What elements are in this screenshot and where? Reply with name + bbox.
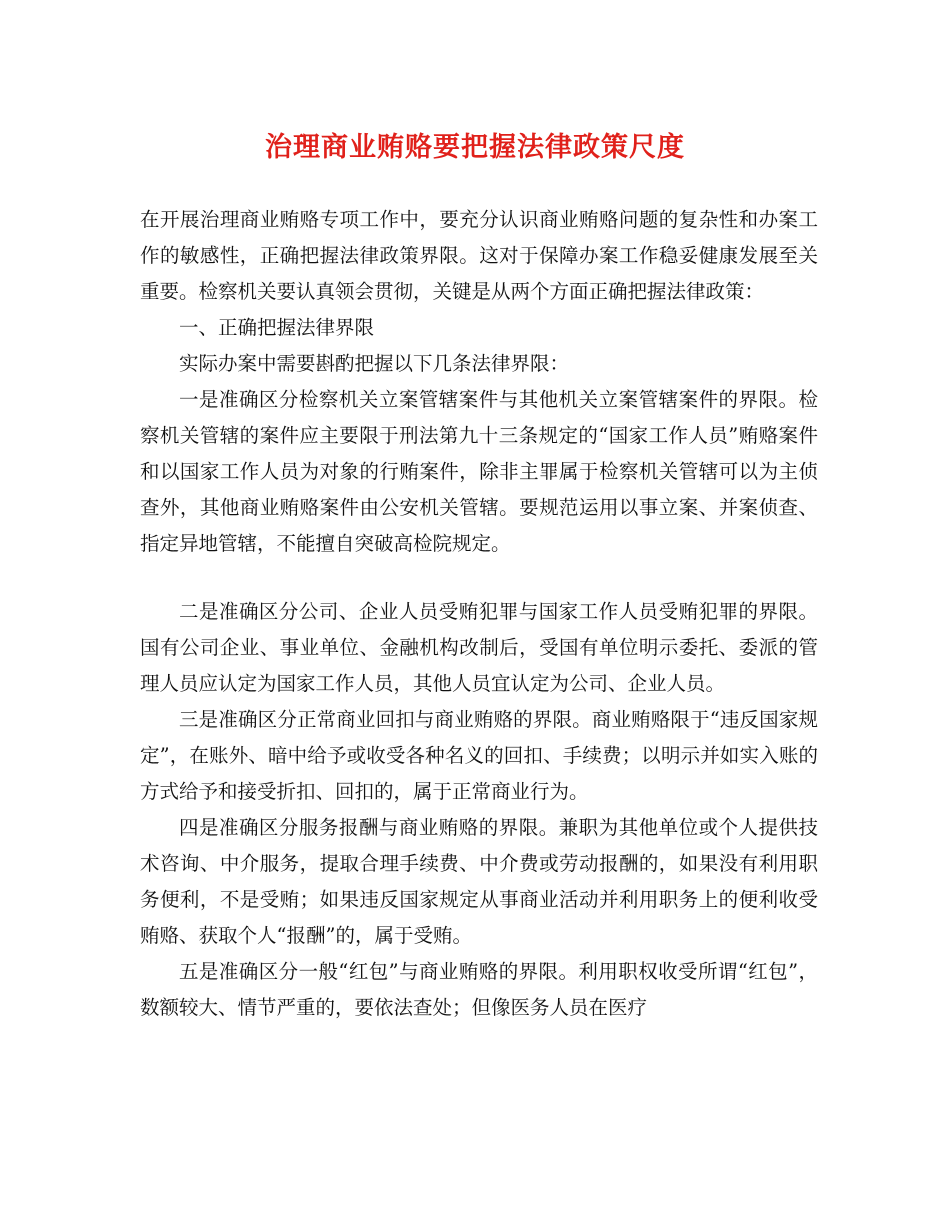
point-three-paragraph: 三是准确区分正常商业回扣与商业贿赂的界限。商业贿赂限于“违反国家规定”，在账外、暗中给予或收受各种名义的回扣、手续费；以明示并如实入账的方式给予和接受折扣、回扣的，属于正常商业行为。 — [140, 708, 818, 803]
point-five-paragraph: 五是准确区分一般“红包”与商业贿赂的界限。利用职权收受所谓“红包”，数额较大、情节严重的，要依法查处；但像医务人员在医疗 — [140, 960, 818, 1019]
document-body — [140, 202, 818, 1026]
point-two-paragraph: 二是准确区分公司、企业人员受贿犯罪与国家工作人员受贿犯罪的界限。国有公司企业、事业单位、金融机构改制后，受国有单位明示委托、委派的管理人员应认定为国家工作人员，其他人员宜认定为公司、企业人员。 — [140, 600, 818, 695]
intro-paragraph: 在开展治理商业贿赂专项工作中，要充分认识商业贿赂问题的复杂性和办案工作的敏感性，正确把握法律政策界限。这对于保障办案工作稳妥健康发展至关重要。检察机关要认真领会贯彻，关键是从两个方面正确把握法律政策： — [140, 208, 818, 303]
point-four-paragraph: 四是准确区分服务报酬与商业贿赂的界限。兼职为其他单位或个人提供技术咨询、中介服务，提取合理手续费、中介费或劳动报酬的，如果没有利用职务便利，不是受贿；如果违反国家规定从事商业活动并利用职务上的便利收受贿赂、获取个人“报酬”的，属于受贿。 — [140, 816, 818, 947]
section-heading: 一、正确把握法律界限 — [179, 316, 375, 339]
section-intro-paragraph: 实际办案中需要斟酌把握以下几条法律界限： — [179, 352, 570, 375]
document-title: 治理商业贿赂要把握法律政策尺度 — [265, 132, 685, 163]
point-one-paragraph: 一是准确区分检察机关立案管辖案件与其他机关立案管辖案件的界限。检察机关管辖的案件应主要限于刑法第九十三条规定的“国家工作人员”贿赂案件和以国家工作人员为对象的行贿案件，除非主罪属于检察机关管辖可以为主侦查外，其他商业贿赂案件由公安机关管辖。要规范运用以事立案、并案侦查、指定异地管辖，不能擅自突破高检院规定。 — [140, 388, 818, 555]
paragraph-gap — [140, 562, 818, 594]
